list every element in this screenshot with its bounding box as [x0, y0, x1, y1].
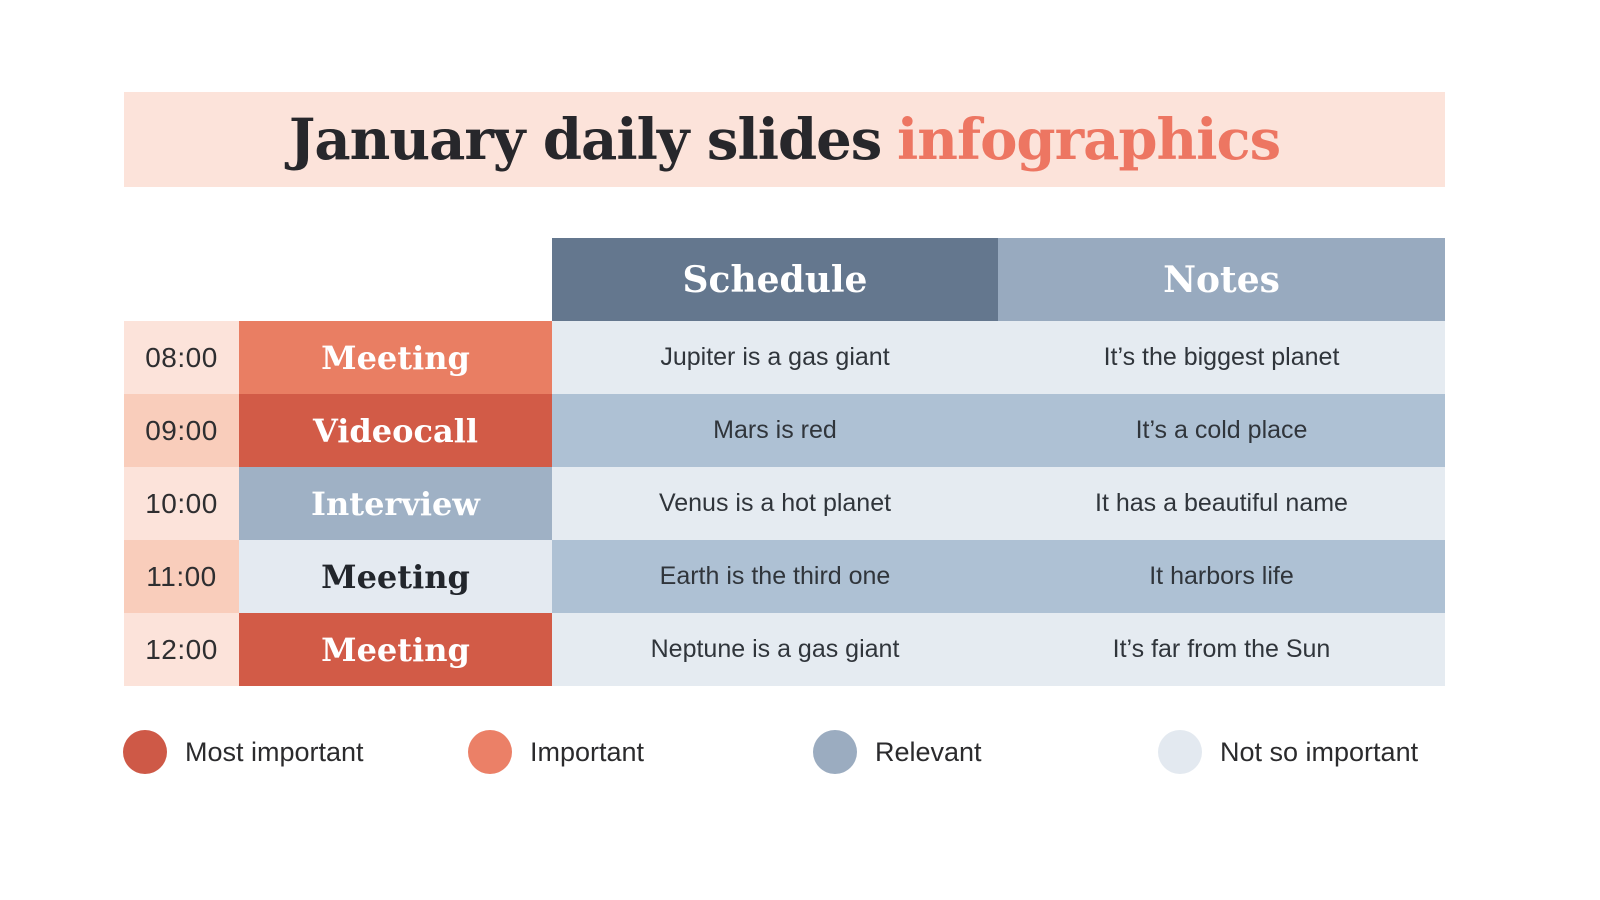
schedule-cell: Earth is the third one: [552, 540, 998, 613]
schedule-cell: Venus is a hot planet: [552, 467, 998, 540]
not-so-important-color-dot-icon: [1158, 730, 1202, 774]
legend-label: Not so important: [1220, 736, 1419, 767]
time-cell: 11:00: [124, 540, 239, 613]
time-cell: 08:00: [124, 321, 239, 394]
time-cell: 09:00: [124, 394, 239, 467]
activity-cell: Videocall: [239, 394, 552, 467]
header-spacer-activity: [239, 238, 552, 321]
legend-item-most-important: [123, 729, 364, 775]
schedule-cell: Jupiter is a gas giant: [552, 321, 998, 394]
legend-label: Most important: [185, 736, 364, 767]
page-title-main: January daily slides: [288, 106, 882, 173]
page-title-accent: infographics: [896, 106, 1281, 173]
notes-cell: It’s far from the Sun: [998, 613, 1445, 686]
page-title: [288, 106, 1281, 173]
relevant-color-dot-icon: [813, 730, 857, 774]
time-cell: 10:00: [124, 467, 239, 540]
notes-cell: It harbors life: [998, 540, 1445, 613]
notes-cell: It has a beautiful name: [998, 467, 1445, 540]
notes-cell: It’s the biggest planet: [998, 321, 1445, 394]
legend-label: Relevant: [875, 736, 982, 767]
activity-cell: Meeting: [239, 321, 552, 394]
activity-cell: Meeting: [239, 613, 552, 686]
legend-item-important: [468, 729, 644, 775]
schedule-table: [124, 238, 1445, 686]
important-color-dot-icon: [468, 730, 512, 774]
legend-label: Important: [530, 736, 645, 767]
schedule-cell: Neptune is a gas giant: [552, 613, 998, 686]
activity-cell: Meeting: [239, 540, 552, 613]
schedule-cell: Mars is red: [552, 394, 998, 467]
activity-cell: Interview: [239, 467, 552, 540]
title-banner: [124, 92, 1445, 187]
notes-cell: It’s a cold place: [998, 394, 1445, 467]
column-header-notes: Notes: [998, 238, 1445, 321]
column-header-schedule: Schedule: [552, 238, 998, 321]
most-important-color-dot-icon: [123, 730, 167, 774]
header-spacer-time: [124, 238, 239, 321]
time-cell: 12:00: [124, 613, 239, 686]
legend-item-not-so-important: [1158, 729, 1418, 775]
legend-item-relevant: [813, 729, 982, 775]
